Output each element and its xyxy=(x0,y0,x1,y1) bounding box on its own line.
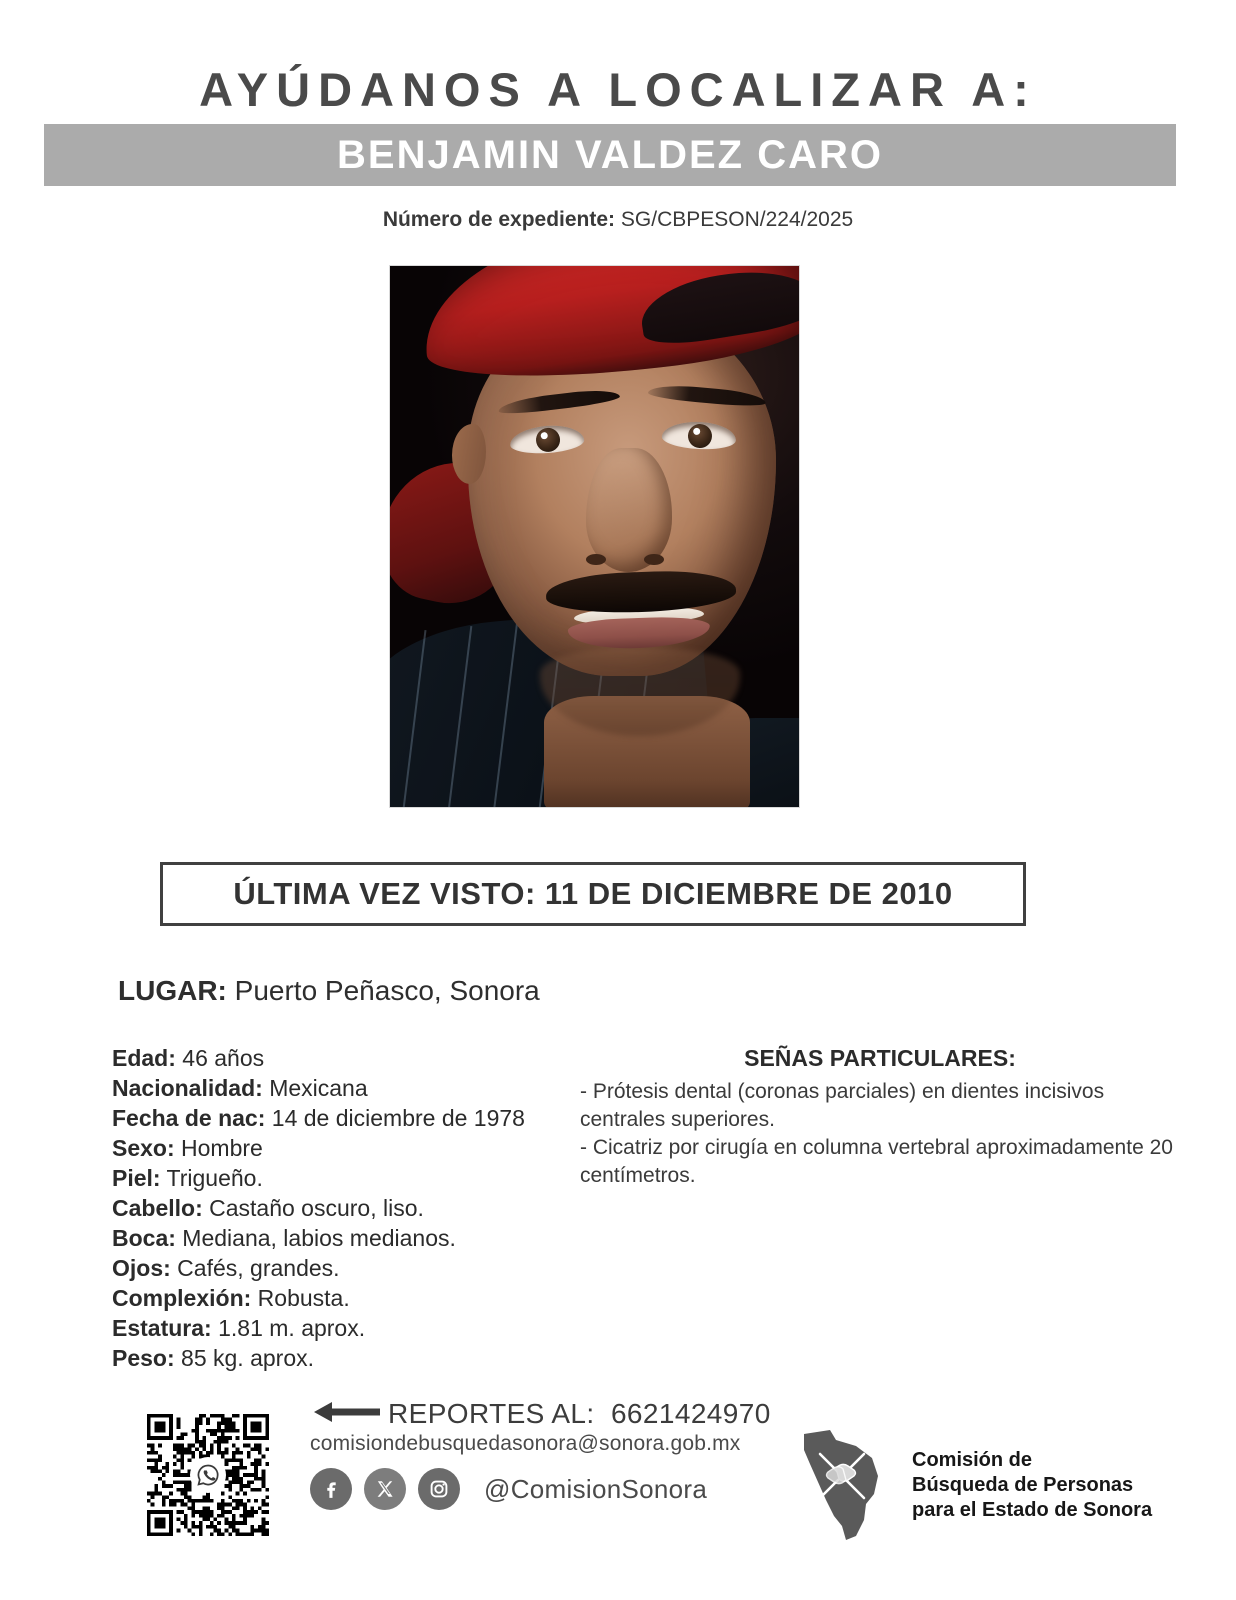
sonora-state-hands-icon xyxy=(800,1424,896,1547)
x-twitter-icon[interactable] xyxy=(364,1468,406,1510)
reports-phone-line xyxy=(310,1398,780,1430)
organization-logo xyxy=(800,1424,1152,1547)
organization-name-line: para el Estado de Sonora xyxy=(912,1499,1153,1521)
detail-label: Sexo: xyxy=(112,1135,175,1161)
detail-label: Peso: xyxy=(112,1345,175,1371)
detail-row xyxy=(112,1313,582,1343)
detail-row xyxy=(112,1163,582,1193)
photo-nostril-right xyxy=(644,554,664,565)
contact-email[interactable]: comisiondebusquedasonora@sonora.gob.mx xyxy=(310,1432,741,1455)
physical-description-list xyxy=(112,1043,582,1373)
social-handle: @ComisionSonora xyxy=(484,1473,708,1504)
person-photo-illustration xyxy=(390,266,799,807)
detail-value: Trigueño. xyxy=(160,1165,263,1191)
detail-row xyxy=(112,1343,582,1373)
detail-value: Cafés, grandes. xyxy=(170,1255,340,1281)
detail-label: Estatura: xyxy=(112,1315,212,1341)
photo-nostril-left xyxy=(586,554,606,565)
left-arrow-icon xyxy=(310,1399,382,1430)
organization-name xyxy=(912,1448,1152,1523)
detail-row xyxy=(112,1253,582,1283)
distinguishing-mark-item: - Prótesis dental (coronas parciales) en dientes incisivos centrales superiores. xyxy=(580,1080,1105,1131)
distinguishing-marks-list xyxy=(580,1078,1180,1190)
qr-code[interactable] xyxy=(147,1414,269,1536)
detail-row xyxy=(112,1223,582,1253)
reports-phone-text xyxy=(388,1398,771,1430)
organization-name-line: Búsqueda de Personas xyxy=(912,1474,1134,1496)
detail-label: Cabello: xyxy=(112,1195,203,1221)
organization-name-line: Comisión de xyxy=(912,1449,1033,1471)
detail-value: Hombre xyxy=(174,1135,263,1161)
reports-phone-number[interactable]: 6621424970 xyxy=(610,1398,771,1429)
detail-value: Mexicana xyxy=(262,1075,368,1101)
detail-row xyxy=(112,1133,582,1163)
detail-row xyxy=(112,1073,582,1103)
detail-label: Edad: xyxy=(112,1045,176,1071)
detail-value: 46 años xyxy=(175,1045,265,1071)
whatsapp-icon xyxy=(190,1457,226,1493)
detail-row xyxy=(112,1103,582,1133)
last-seen-box xyxy=(160,862,1026,926)
case-file-label: Número de expediente: xyxy=(382,208,616,231)
detail-row xyxy=(112,1193,582,1223)
detail-row xyxy=(112,1043,582,1073)
detail-value: Castaño oscuro, liso. xyxy=(202,1195,424,1221)
detail-label: Nacionalidad: xyxy=(112,1075,263,1101)
last-seen-text: ÚLTIMA VEZ VISTO: 11 DE DICIEMBRE DE 2010 xyxy=(233,876,953,911)
case-file-value: SG/CBPESON/224/2025 xyxy=(620,208,854,231)
person-photo xyxy=(389,265,800,808)
detail-label: Complexión: xyxy=(112,1285,252,1311)
instagram-icon[interactable] xyxy=(418,1468,460,1510)
place-value: Puerto Peñasco, Sonora xyxy=(234,975,540,1006)
detail-label: Ojos: xyxy=(112,1255,171,1281)
detail-label: Boca: xyxy=(112,1225,176,1251)
detail-value: 85 kg. aprox. xyxy=(174,1345,314,1371)
contact-block xyxy=(310,1398,780,1510)
last-seen-place xyxy=(118,975,540,1007)
detail-value: 14 de diciembre de 1978 xyxy=(265,1105,525,1131)
place-label: LUGAR: xyxy=(118,975,227,1006)
detail-value: 1.81 m. aprox. xyxy=(211,1315,366,1341)
person-name-banner xyxy=(44,124,1176,186)
distinguishing-marks-title: SEÑAS PARTICULARES: xyxy=(744,1045,1016,1071)
person-name: BENJAMIN VALDEZ CARO xyxy=(337,133,883,177)
detail-label: Piel: xyxy=(112,1165,161,1191)
detail-row xyxy=(112,1283,582,1313)
detail-value: Mediana, labios medianos. xyxy=(175,1225,456,1251)
case-file-number xyxy=(0,208,1236,232)
reports-label: REPORTES AL: xyxy=(388,1398,595,1429)
detail-value: Robusta. xyxy=(251,1285,350,1311)
social-links-row xyxy=(310,1468,780,1510)
page-title: AYÚDANOS A LOCALIZAR A: xyxy=(199,63,1037,116)
distinguishing-mark-item: - Cicatriz por cirugía en columna vertebral aproximadamente 20 centímetros. xyxy=(580,1136,1173,1187)
distinguishing-marks-section xyxy=(580,1045,1180,1190)
photo-ear xyxy=(452,424,486,484)
facebook-icon[interactable] xyxy=(310,1468,352,1510)
detail-label: Fecha de nac: xyxy=(112,1105,266,1131)
